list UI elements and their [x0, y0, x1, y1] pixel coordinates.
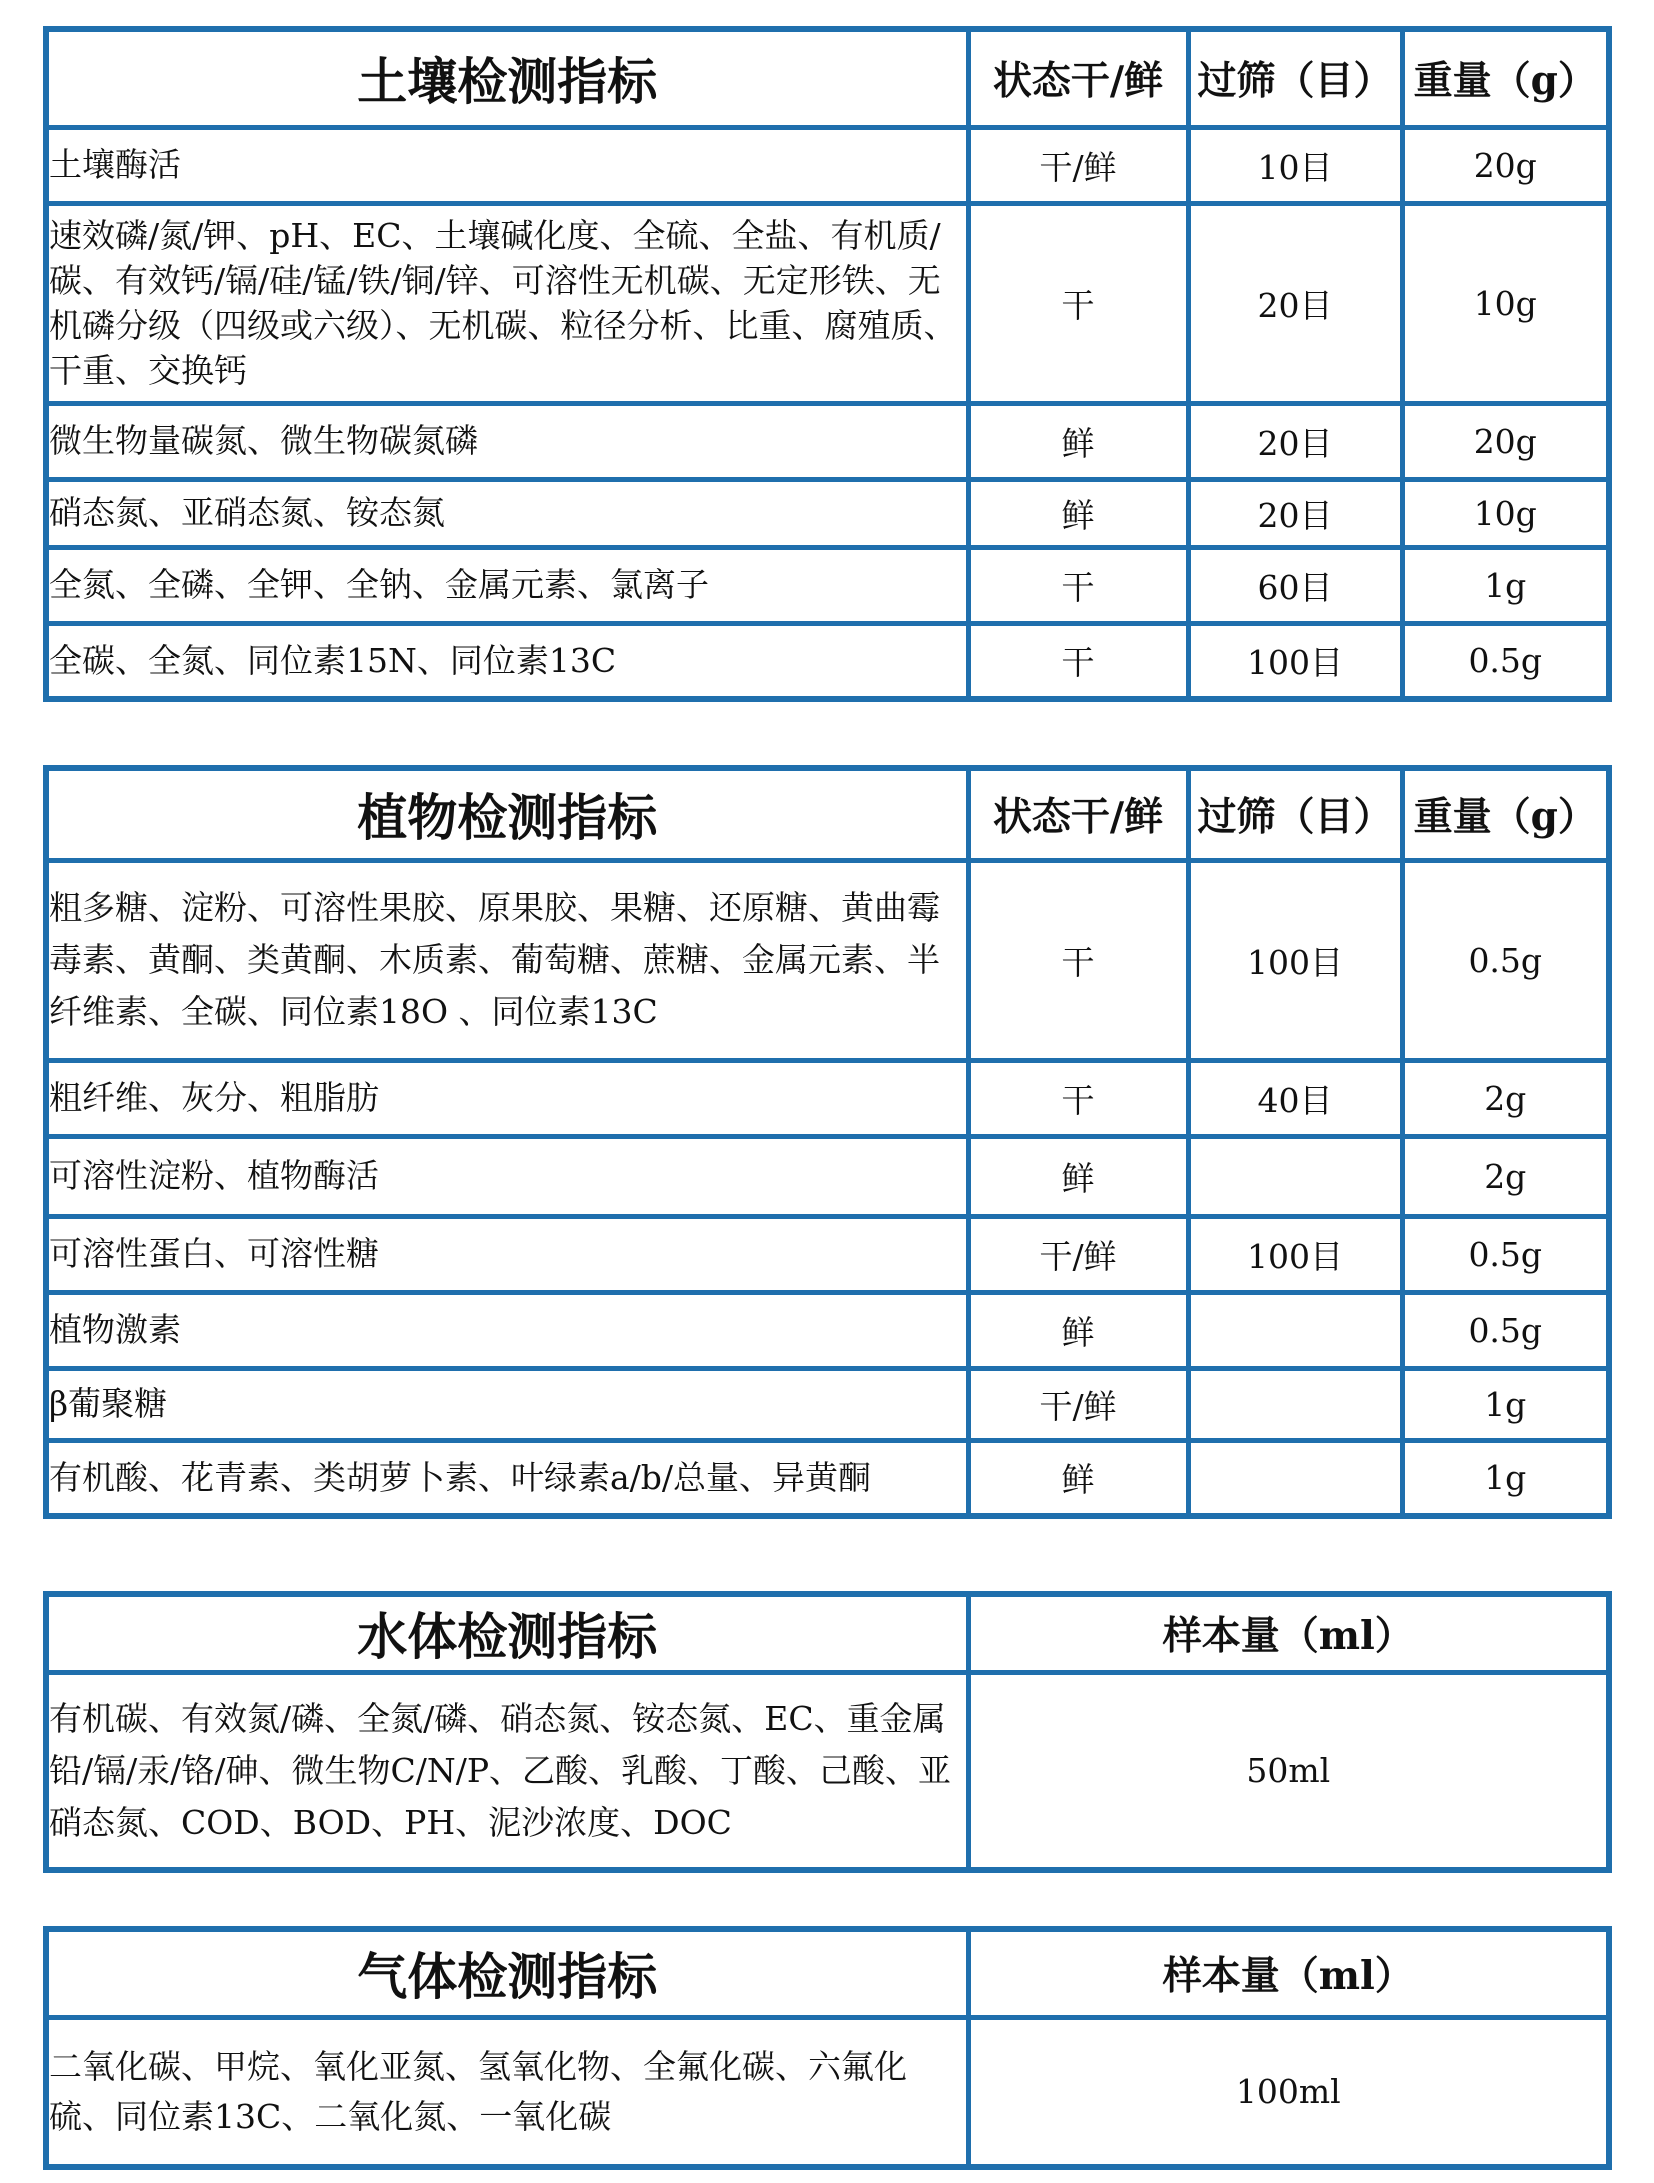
plant-weight: 0.5g [1402, 1292, 1609, 1368]
plant-header-row [46, 768, 1609, 860]
plant-item: 植物激素 [46, 1292, 968, 1368]
water-title: 水体检测指标 [46, 1594, 968, 1672]
plant-sieve [1188, 1292, 1402, 1368]
plant-item: 粗多糖、淀粉、可溶性果胶、原果胶、果糖、还原糖、黄曲霉毒素、黄酮、类黄酮、木质素、葡萄糖、蔗糖、金属元素、半纤维素、全碳、同位素18O 、同位素13C [46, 860, 968, 1060]
soil-col-state: 状态干/鲜 [968, 29, 1188, 127]
gas-title: 气体检测指标 [46, 1929, 968, 2017]
plant-state: 鲜 [968, 1292, 1188, 1368]
soil-weight: 1g [1402, 547, 1609, 623]
table-row [46, 623, 1609, 699]
soil-table [43, 26, 1612, 702]
plant-item: 可溶性蛋白、可溶性糖 [46, 1216, 968, 1292]
table-row [46, 1440, 1609, 1516]
soil-state: 鲜 [968, 479, 1188, 547]
table-row [46, 127, 1609, 203]
water-table [43, 1591, 1612, 1873]
plant-sieve [1188, 1136, 1402, 1216]
plant-sieve [1188, 1368, 1402, 1440]
plant-col-weight: 重量（g） [1402, 768, 1609, 860]
plant-item: 可溶性淀粉、植物酶活 [46, 1136, 968, 1216]
plant-col-sieve: 过筛（目） [1188, 768, 1402, 860]
plant-weight: 1g [1402, 1440, 1609, 1516]
table-row [46, 1368, 1609, 1440]
plant-state: 干/鲜 [968, 1216, 1188, 1292]
plant-title: 植物检测指标 [46, 768, 968, 860]
soil-header-row [46, 29, 1609, 127]
plant-weight: 2g [1402, 1060, 1609, 1136]
soil-sieve: 10目 [1188, 127, 1402, 203]
water-col-amount: 样本量（ml） [968, 1594, 1609, 1672]
soil-state: 鲜 [968, 403, 1188, 479]
plant-sieve: 100目 [1188, 860, 1402, 1060]
soil-state: 干 [968, 547, 1188, 623]
soil-state: 干 [968, 203, 1188, 403]
gas-item: 二氧化碳、甲烷、氧化亚氮、氢氧化物、全氟化碳、六氟化硫、同位素13C、二氧化氮、一氧化碳 [46, 2017, 968, 2167]
plant-table [43, 765, 1612, 1519]
plant-weight: 1g [1402, 1368, 1609, 1440]
soil-sieve: 20目 [1188, 403, 1402, 479]
gas-col-amount: 样本量（ml） [968, 1929, 1609, 2017]
water-amount: 50ml [968, 1672, 1609, 1870]
plant-weight: 0.5g [1402, 1216, 1609, 1292]
plant-weight: 0.5g [1402, 860, 1609, 1060]
soil-item: 全碳、全氮、同位素15N、同位素13C [46, 623, 968, 699]
plant-sieve: 40目 [1188, 1060, 1402, 1136]
soil-weight: 10g [1402, 203, 1609, 403]
plant-item: 粗纤维、灰分、粗脂肪 [46, 1060, 968, 1136]
table-row [46, 1216, 1609, 1292]
soil-weight: 0.5g [1402, 623, 1609, 699]
table-row [46, 1672, 1609, 1870]
soil-state: 干 [968, 623, 1188, 699]
soil-item: 微生物量碳氮、微生物碳氮磷 [46, 403, 968, 479]
plant-sieve: 100目 [1188, 1216, 1402, 1292]
soil-weight: 20g [1402, 403, 1609, 479]
gas-header-row [46, 1929, 1609, 2017]
soil-col-weight: 重量（g） [1402, 29, 1609, 127]
table-row [46, 860, 1609, 1060]
plant-state: 干/鲜 [968, 1368, 1188, 1440]
soil-sieve: 20目 [1188, 203, 1402, 403]
plant-item: β葡聚糖 [46, 1368, 968, 1440]
soil-sieve: 60目 [1188, 547, 1402, 623]
water-item: 有机碳、有效氮/磷、全氮/磷、硝态氮、铵态氮、EC、重金属铅/镉/汞/铬/砷、微生物C/N/P、乙酸、乳酸、丁酸、己酸、亚硝态氮、COD、BOD、PH、泥沙浓度、DOC [46, 1672, 968, 1870]
table-row [46, 547, 1609, 623]
gas-table [43, 1926, 1612, 2170]
gas-amount: 100ml [968, 2017, 1609, 2167]
table-row [46, 1136, 1609, 1216]
soil-item: 土壤酶活 [46, 127, 968, 203]
plant-state: 干 [968, 1060, 1188, 1136]
plant-state: 鲜 [968, 1136, 1188, 1216]
table-row [46, 1060, 1609, 1136]
plant-item: 有机酸、花青素、类胡萝卜素、叶绿素a/b/总量、异黄酮 [46, 1440, 968, 1516]
soil-item: 速效磷/氮/钾、pH、EC、土壤碱化度、全硫、全盐、有机质/碳、有效钙/镉/硅/锰/铁/铜/锌、可溶性无机碳、无定形铁、无机磷分级（四级或六级）、无机碳、粒径分析、比重、腐殖质、干重、交换钙 [46, 203, 968, 403]
soil-sieve: 100目 [1188, 623, 1402, 699]
plant-weight: 2g [1402, 1136, 1609, 1216]
soil-item: 全氮、全磷、全钾、全钠、金属元素、氯离子 [46, 547, 968, 623]
table-row [46, 479, 1609, 547]
table-row [46, 403, 1609, 479]
plant-sieve [1188, 1440, 1402, 1516]
plant-state: 干 [968, 860, 1188, 1060]
soil-weight: 20g [1402, 127, 1609, 203]
table-row [46, 2017, 1609, 2167]
soil-state: 干/鲜 [968, 127, 1188, 203]
table-row [46, 203, 1609, 403]
soil-sieve: 20目 [1188, 479, 1402, 547]
plant-col-state: 状态干/鲜 [968, 768, 1188, 860]
soil-item: 硝态氮、亚硝态氮、铵态氮 [46, 479, 968, 547]
soil-col-sieve: 过筛（目） [1188, 29, 1402, 127]
water-header-row [46, 1594, 1609, 1672]
soil-weight: 10g [1402, 479, 1609, 547]
table-row [46, 1292, 1609, 1368]
soil-title: 土壤检测指标 [46, 29, 968, 127]
plant-state: 鲜 [968, 1440, 1188, 1516]
